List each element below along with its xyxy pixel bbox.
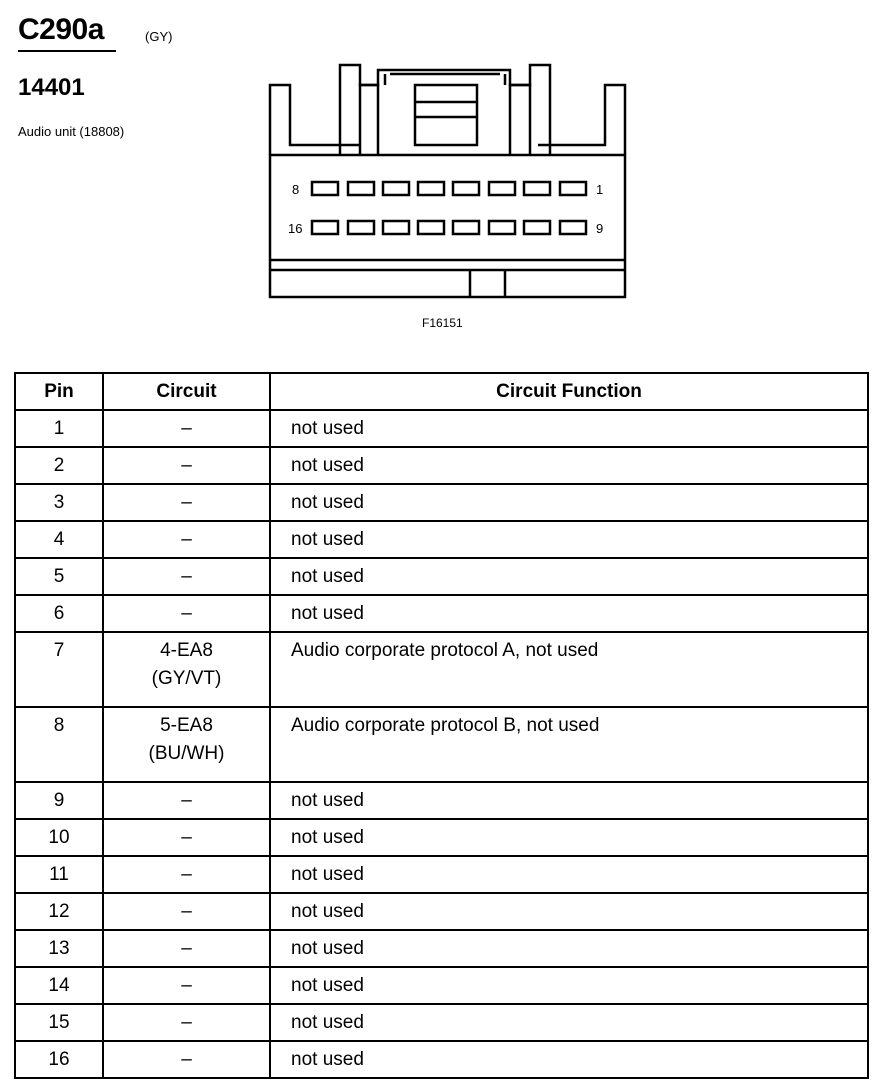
- pin-number: 3: [15, 484, 103, 521]
- connector-id-underline: [18, 50, 116, 52]
- pin-number: 12: [15, 893, 103, 930]
- circuit-function: not used: [270, 967, 868, 1004]
- circuit-function: not used: [270, 447, 868, 484]
- pin-number: 5: [15, 558, 103, 595]
- table-row: [15, 632, 868, 707]
- circuit-function: not used: [270, 410, 868, 447]
- header-pin: Pin: [15, 373, 103, 410]
- circuit-function: not used: [270, 595, 868, 632]
- circuit-cell: [103, 521, 270, 558]
- pin-number: 1: [15, 410, 103, 447]
- circuit-function: not used: [270, 819, 868, 856]
- pin-number: 14: [15, 967, 103, 1004]
- figure-id: F16151: [422, 316, 463, 330]
- circuit-function: not used: [270, 856, 868, 893]
- circuit-function: not used: [270, 521, 868, 558]
- circuit-function: not used: [270, 558, 868, 595]
- circuit-function: Audio corporate protocol A, not used: [270, 632, 868, 707]
- circuit-cell: [103, 595, 270, 632]
- table-row: [15, 1041, 868, 1078]
- circuit-id: –: [181, 565, 192, 587]
- table-row: [15, 595, 868, 632]
- left-post: [270, 85, 360, 155]
- circuit-id: –: [181, 937, 192, 959]
- table-row: [15, 967, 868, 1004]
- pin-label-16: 16: [288, 221, 303, 236]
- connector-description: Audio unit (18808): [18, 124, 125, 139]
- circuit-function: not used: [270, 782, 868, 819]
- table-row: [15, 1004, 868, 1041]
- circuit-function: not used: [270, 893, 868, 930]
- circuit-wire-color: (BU/WH): [148, 743, 225, 764]
- circuit-cell: [103, 632, 270, 707]
- circuit-id: –: [181, 528, 192, 550]
- circuit-cell: [103, 856, 270, 893]
- pin-number: 15: [15, 1004, 103, 1041]
- table-row: [15, 930, 868, 967]
- table-row: [15, 893, 868, 930]
- pin-number: 13: [15, 930, 103, 967]
- circuit-cell: [103, 893, 270, 930]
- table-header-row: [15, 373, 868, 410]
- pin-number: 4: [15, 521, 103, 558]
- bottom-notch: [470, 270, 505, 297]
- circuit-cell: [103, 1004, 270, 1041]
- pin-number: 9: [15, 782, 103, 819]
- circuit-id: –: [181, 974, 192, 996]
- circuit-id: –: [181, 826, 192, 848]
- circuit-function: not used: [270, 484, 868, 521]
- pin-row-top: [312, 182, 586, 195]
- circuit-wire-color: (GY/VT): [151, 668, 222, 689]
- pin-number: 2: [15, 447, 103, 484]
- circuit-cell: [103, 410, 270, 447]
- table-row: [15, 484, 868, 521]
- connector-face-diagram: [260, 60, 640, 300]
- pin-label-9: 9: [596, 221, 604, 236]
- table-row: [15, 410, 868, 447]
- circuit-cell: [103, 819, 270, 856]
- table-row: [15, 819, 868, 856]
- part-number: 14401: [18, 74, 85, 101]
- pinout-table: [14, 372, 869, 1079]
- pin-number: 8: [15, 707, 103, 782]
- circuit-id: –: [181, 1048, 192, 1070]
- table-row: [15, 856, 868, 893]
- pin-label-8: 8: [292, 182, 300, 197]
- circuit-id: 4-EA8: [160, 640, 213, 661]
- latch-inner-left: [360, 85, 378, 155]
- pin-number: 16: [15, 1041, 103, 1078]
- table-row: [15, 558, 868, 595]
- connector-housing: [270, 155, 625, 297]
- circuit-function: not used: [270, 1041, 868, 1078]
- header-circuit: Circuit: [103, 373, 270, 410]
- circuit-id: –: [181, 1011, 192, 1033]
- circuit-cell: [103, 782, 270, 819]
- circuit-cell: [103, 967, 270, 1004]
- circuit-function: Audio corporate protocol B, not used: [270, 707, 868, 782]
- circuit-function: not used: [270, 930, 868, 967]
- pin-number: 11: [15, 856, 103, 893]
- header-circuit-function: Circuit Function: [270, 373, 868, 410]
- connector-color: (GY): [145, 29, 173, 44]
- circuit-id: –: [181, 491, 192, 513]
- circuit-id: 5-EA8: [160, 715, 213, 736]
- latch-inner-right: [510, 85, 530, 155]
- circuit-cell: [103, 484, 270, 521]
- circuit-cell: [103, 1041, 270, 1078]
- circuit-function: not used: [270, 1004, 868, 1041]
- pin-label-1: 1: [596, 182, 604, 197]
- connector-id: C290a: [18, 13, 104, 46]
- circuit-id: –: [181, 602, 192, 624]
- circuit-id: –: [181, 900, 192, 922]
- circuit-id: –: [181, 789, 192, 811]
- circuit-cell: [103, 447, 270, 484]
- table-row: [15, 707, 868, 782]
- circuit-cell: [103, 707, 270, 782]
- circuit-id: –: [181, 417, 192, 439]
- circuit-id: –: [181, 454, 192, 476]
- pin-number: 10: [15, 819, 103, 856]
- table-row: [15, 521, 868, 558]
- pin-row-bottom: [312, 221, 586, 234]
- circuit-cell: [103, 558, 270, 595]
- pin-number: 7: [15, 632, 103, 707]
- latch-window: [415, 85, 477, 145]
- table-row: [15, 782, 868, 819]
- circuit-cell: [103, 930, 270, 967]
- pin-number: 6: [15, 595, 103, 632]
- latch-outer: [340, 65, 550, 155]
- table-row: [15, 447, 868, 484]
- circuit-id: –: [181, 863, 192, 885]
